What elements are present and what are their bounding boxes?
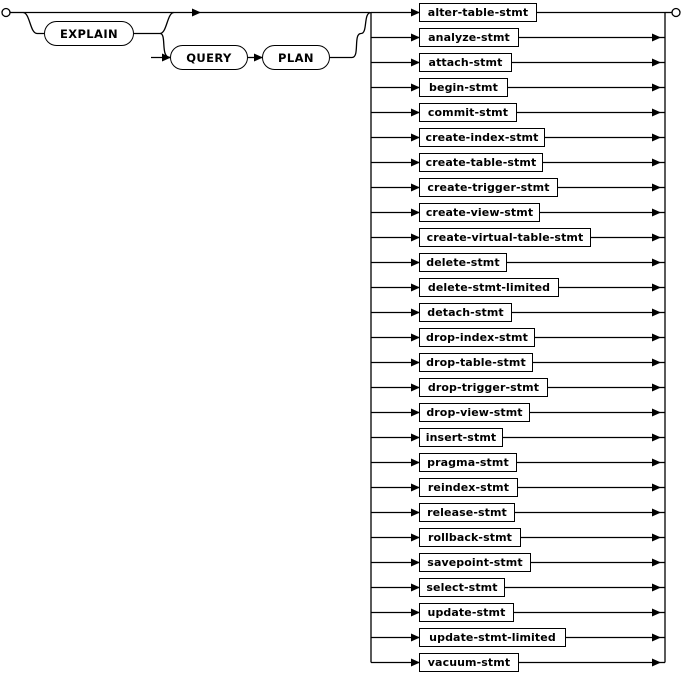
statement-commit-stmt[interactable]: commit-stmt xyxy=(419,103,517,122)
statement-drop-index-stmt[interactable]: drop-index-stmt xyxy=(419,328,535,347)
statement-alter-table-stmt[interactable]: alter-table-stmt xyxy=(419,3,537,22)
keyword-query[interactable]: QUERY xyxy=(170,45,248,70)
statement-create-trigger-stmt[interactable]: create-trigger-stmt xyxy=(419,178,558,197)
keyword-explain[interactable]: EXPLAIN xyxy=(44,21,134,46)
statement-drop-table-stmt[interactable]: drop-table-stmt xyxy=(419,353,533,372)
statement-create-virtual-table-stmt[interactable]: create-virtual-table-stmt xyxy=(419,228,591,247)
statement-analyze-stmt[interactable]: analyze-stmt xyxy=(419,28,519,47)
keyword-plan[interactable]: PLAN xyxy=(262,45,330,70)
statement-begin-stmt[interactable]: begin-stmt xyxy=(419,78,508,97)
statement-detach-stmt[interactable]: detach-stmt xyxy=(419,303,512,322)
statement-attach-stmt[interactable]: attach-stmt xyxy=(419,53,512,72)
statement-create-table-stmt[interactable]: create-table-stmt xyxy=(419,153,543,172)
statement-update-stmt[interactable]: update-stmt xyxy=(419,603,514,622)
statement-insert-stmt[interactable]: insert-stmt xyxy=(419,428,503,447)
statement-create-view-stmt[interactable]: create-view-stmt xyxy=(419,203,540,222)
statement-reindex-stmt[interactable]: reindex-stmt xyxy=(419,478,518,497)
statement-select-stmt[interactable]: select-stmt xyxy=(419,578,505,597)
statement-delete-stmt-limited[interactable]: delete-stmt-limited xyxy=(419,278,559,297)
statement-create-index-stmt[interactable]: create-index-stmt xyxy=(419,128,545,147)
statement-rollback-stmt[interactable]: rollback-stmt xyxy=(419,528,521,547)
statement-delete-stmt[interactable]: delete-stmt xyxy=(419,253,507,272)
statement-drop-trigger-stmt[interactable]: drop-trigger-stmt xyxy=(419,378,548,397)
statement-drop-view-stmt[interactable]: drop-view-stmt xyxy=(419,403,530,422)
statement-release-stmt[interactable]: release-stmt xyxy=(419,503,515,522)
statement-vacuum-stmt[interactable]: vacuum-stmt xyxy=(419,653,519,672)
statement-update-stmt-limited[interactable]: update-stmt-limited xyxy=(419,628,566,647)
statement-savepoint-stmt[interactable]: savepoint-stmt xyxy=(419,553,531,572)
statement-pragma-stmt[interactable]: pragma-stmt xyxy=(419,453,517,472)
